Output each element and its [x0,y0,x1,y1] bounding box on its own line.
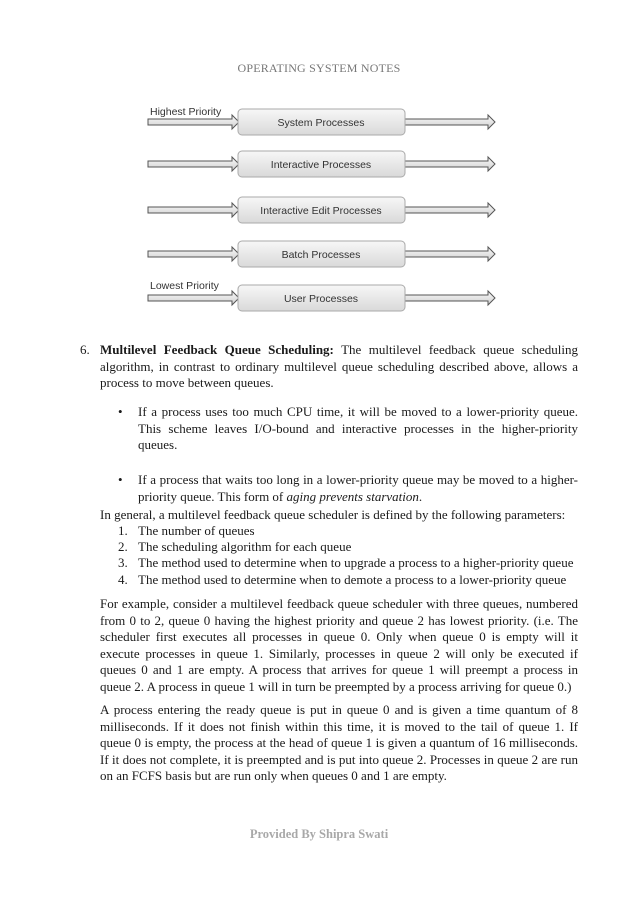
section-intro [100,342,578,392]
bullet-italic: aging prevents starvation [286,488,419,504]
arrow-icon [148,291,239,305]
queue-label: System Processes [277,117,365,129]
bullet-item [138,472,578,505]
bullet-icon: • [118,472,123,487]
bullet-text: If a process that waits too long in a lower-priority queue may be moved to a higher-priority queue. This form of [138,472,578,504]
queue-label: Batch Processes [281,249,361,261]
queue-label: User Processes [283,293,359,305]
queue-label: Interactive Edit Processes [260,205,382,217]
bullet-end: . [418,488,423,504]
arrow-icon [405,291,495,305]
param-item: 2. The scheduling algorithm for each queue [118,539,352,555]
queue-label: Interactive Processes [270,159,372,171]
params-list [118,523,588,588]
arrow-icon [405,203,495,217]
bullet-icon: • [118,404,123,419]
arrow-icon [405,247,495,261]
section-title: Multilevel Feedback Queue Scheduling: [100,342,334,357]
arrow-icon [405,157,495,171]
page-header: OPERATING SYSTEM NOTES [237,61,401,75]
page-footer: Provided By Shipra Swati [249,827,389,841]
bullet-item: If a process uses too much CPU time, it will be moved to a lower-priority queue. This scheme leaves I/O-bound and interactive processes in the higher-priority queues. [138,404,578,452]
section-intro-text: The multilevel feedback queue scheduling algorithm, in contrast to ordinary multilevel queue scheduling described above, allows a process to move between queues. [100,342,578,390]
arrow-icon [148,247,239,261]
arrow-icon [148,203,239,217]
params-intro: In general, a multilevel feedback queue scheduler is defined by the following parameters: [100,507,566,522]
param-item: 4. The method used to determine when to demote a process to a lower-priority queue [118,571,567,587]
example-paragraph: For example, consider a multilevel feedback queue scheduler with three queues, numbered from 0 to 2, queue 0 having the highest priority and queue 2 has lowest priority. (i.e. The scheduler first executes all processes in queue 0. Only when queue 0 is empty will it execute processes in queue 1. Similarly, processes in queue 2 will only be executed if queues 0 and 1 are empty. A process that arrives for queue 1 will preempt a process in queue 2. A process in queue 1 will in turn be preempted by a process arriving for queue 0.) [100,596,578,694]
highest-priority-label: Highest Priority [150,106,222,118]
section-number: 6. [80,342,90,357]
priority-queue-diagram [140,95,510,320]
quantum-paragraph: A process entering the ready queue is put in queue 0 and is given a time quantum of 8 milliseconds. If it does not finish within this time, it is moved to the tail of queue 1. If queue 0 is empty, the process at the head of queue 1 is given a quantum of 16 milliseconds. If it does not complete, it is preempted and is put into queue 2. Processes in queue 2 are run on an FCFS basis but are run only when queues 0 and 1 are empty. [100,702,578,783]
lowest-priority-label: Lowest Priority [150,280,219,292]
param-item: 3. The method used to determine when to upgrade a process to a higher-priority queue [118,555,574,571]
param-item: 1. The number of queues [118,523,255,538]
arrow-icon [405,115,495,129]
arrow-icon [148,157,239,171]
